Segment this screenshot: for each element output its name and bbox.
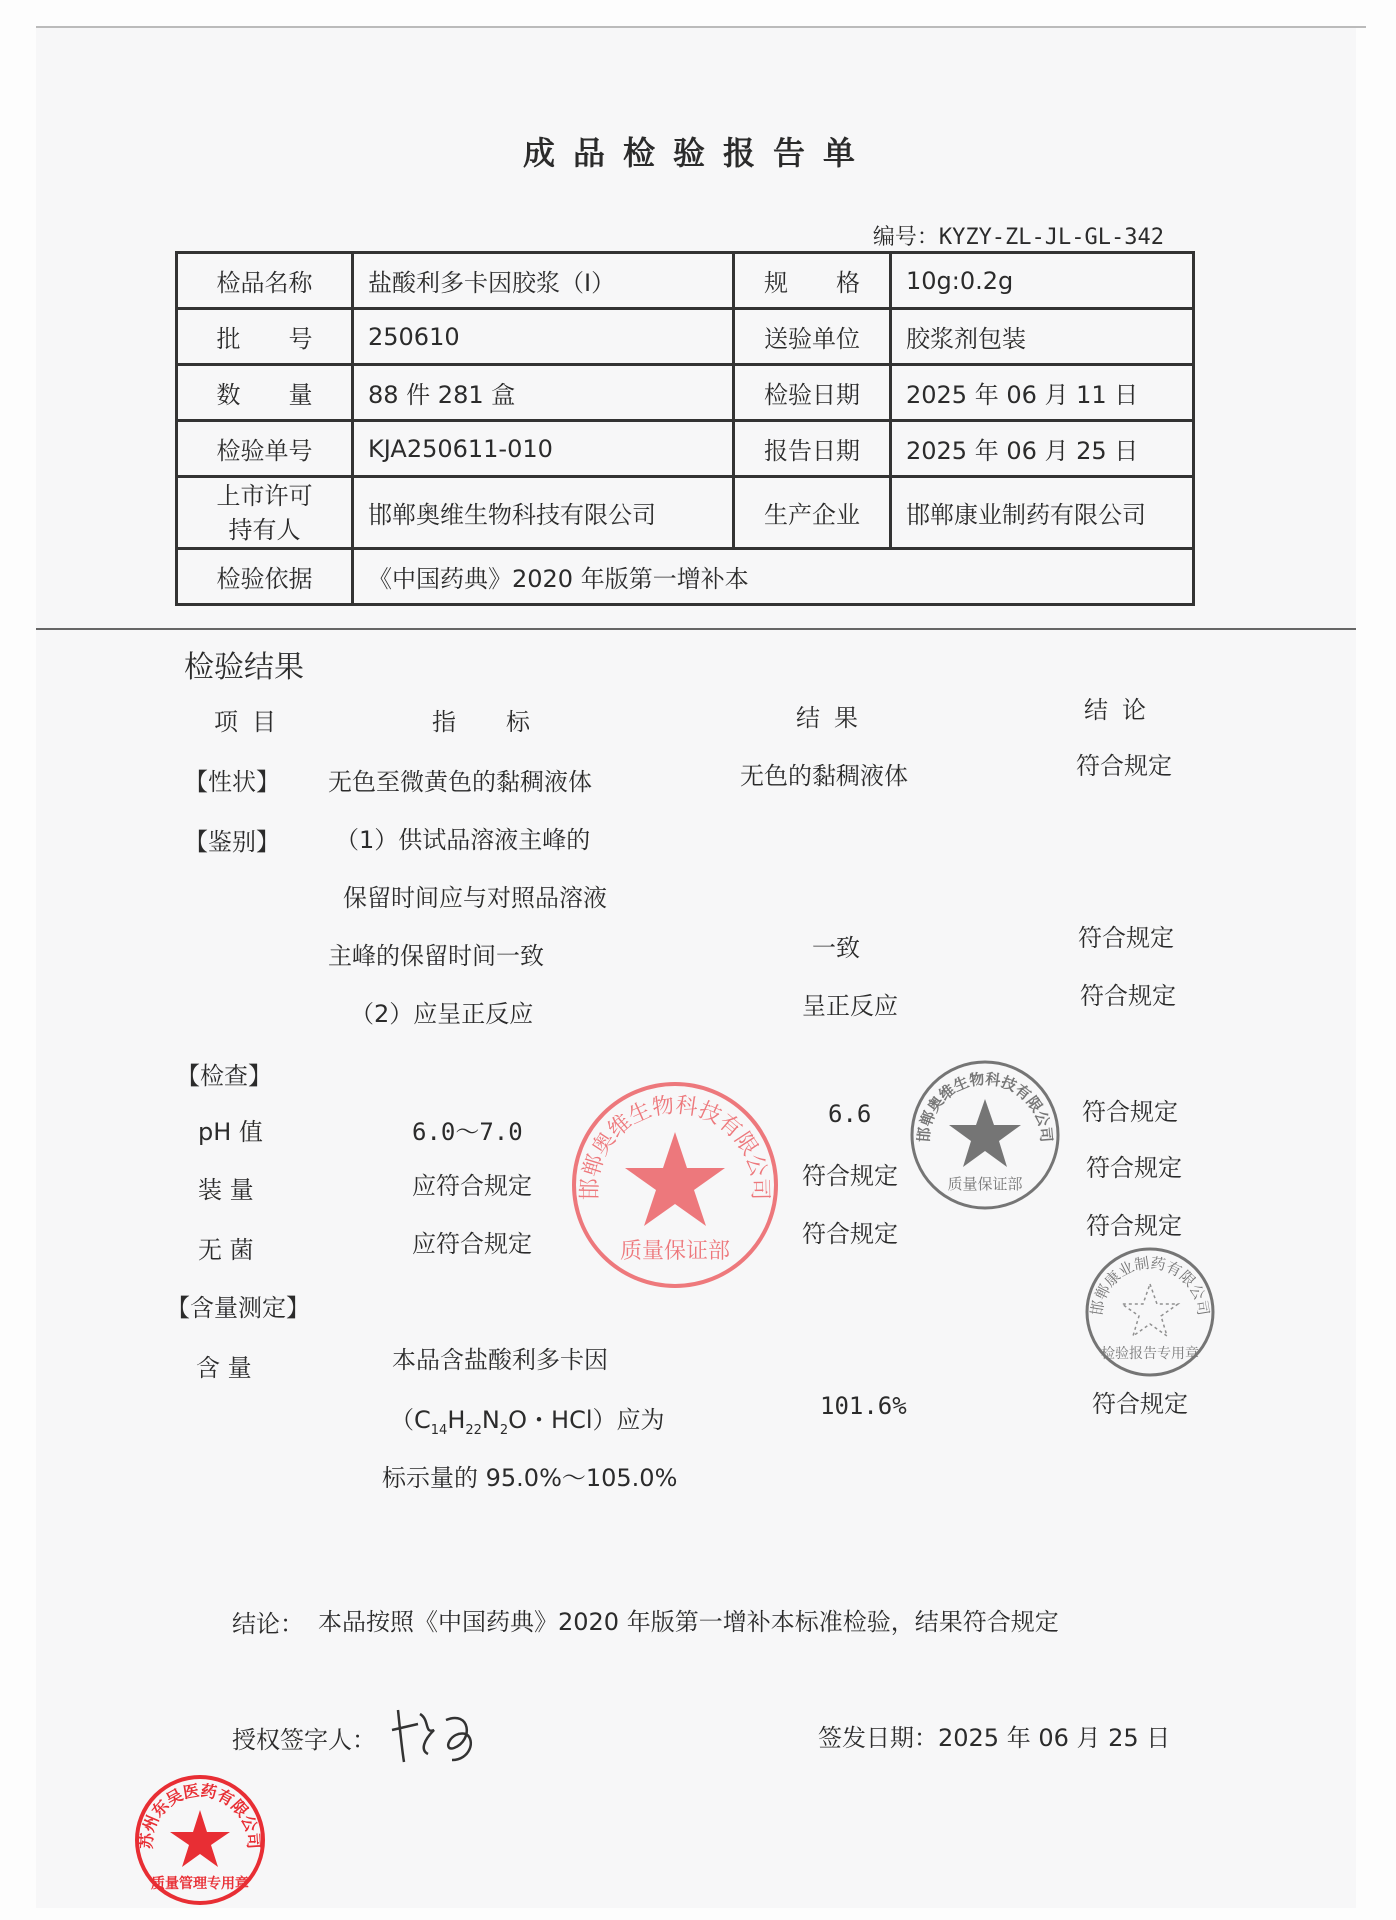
- table-row: [177, 421, 1194, 477]
- spec-label: 规 格: [734, 253, 891, 309]
- header-item: 项目: [214, 708, 290, 736]
- batch-value: 250610: [353, 309, 734, 365]
- fill-spec: 应符合规定: [412, 1172, 532, 1200]
- batch-label: 批 号: [177, 309, 353, 365]
- appearance-spec: 无色至微黄色的黏稠液体: [328, 768, 592, 796]
- identification-result1: 一致: [812, 934, 860, 962]
- holder-label: [177, 477, 353, 549]
- ph-conclusion: 符合规定: [1082, 1098, 1178, 1126]
- stamp-text: 质量管理专用章: [151, 1876, 249, 1892]
- stamp-text: 质量保证部: [947, 1175, 1023, 1193]
- table-row: [177, 549, 1194, 605]
- test-date-value: 2025 年 06 月 11 日: [891, 365, 1194, 421]
- formula-part: 2: [499, 1422, 509, 1438]
- handwritten-signature: [390, 1700, 480, 1770]
- holder-label-line1: 上市许可: [216, 481, 313, 510]
- assay-spec1: 本品含盐酸利多卡因: [392, 1346, 608, 1374]
- product-name: 盐酸利多卡因胶浆（I）: [353, 253, 734, 309]
- identification-conclusion2: 符合规定: [1080, 982, 1176, 1010]
- assay-spec3: 标示量的 95.0%～105.0%: [382, 1464, 678, 1492]
- table-row: [177, 309, 1194, 365]
- scan-line: [36, 628, 1356, 630]
- maker-value: 邯郸康业制药有限公司: [891, 477, 1194, 549]
- test-no-label: 检验单号: [177, 421, 353, 477]
- issue-date: 签发日期：2025 年 06 月 25 日: [818, 1724, 1171, 1752]
- identification-conclusion1: 符合规定: [1078, 924, 1174, 952]
- document-number: 编号：KYZY-ZL-JL-GL-342: [872, 225, 1164, 250]
- quality-assurance-stamp-red: [570, 1080, 780, 1290]
- identification-item: 【鉴别】: [184, 828, 280, 856]
- formula-part: （C: [390, 1406, 431, 1434]
- appearance-conclusion: 符合规定: [1076, 752, 1172, 780]
- header-result: 结果: [796, 704, 872, 732]
- quality-management-stamp-red: [134, 1774, 266, 1906]
- info-table: [175, 251, 1195, 606]
- ph-spec: 6.0～7.0: [412, 1118, 523, 1146]
- basis-value: 《中国药典》2020 年版第一增补本: [353, 549, 1194, 605]
- stamp-text: 质量保证部: [619, 1239, 731, 1264]
- fill-conclusion: 符合规定: [1086, 1154, 1182, 1182]
- stamp-text: 邯郸奥维生物科技有限公司: [577, 1092, 773, 1201]
- formula-part: H: [447, 1406, 466, 1434]
- product-name-label: 检品名称: [177, 253, 353, 309]
- stamp-text: 检验报告专用章: [1101, 1346, 1199, 1362]
- assay-item: 【含量测定】: [166, 1294, 310, 1322]
- inspection-report-stamp-gray: [1084, 1246, 1216, 1378]
- report-date-label: 报告日期: [734, 421, 891, 477]
- scan-edge: [36, 26, 1366, 28]
- basis-label: 检验依据: [177, 549, 353, 605]
- ph-item: pH 值: [198, 1118, 263, 1146]
- holder-value: 邯郸奥维生物科技有限公司: [353, 477, 734, 549]
- identification-spec1c: 主峰的保留时间一致: [328, 942, 544, 970]
- qty-value: 88 件 281 盒: [353, 365, 734, 421]
- assay-sub: 含 量: [196, 1354, 252, 1382]
- test-no-value: KJA250611-010: [353, 421, 734, 477]
- spec-value: 10g:0.2g: [891, 253, 1194, 309]
- test-date-label: 检验日期: [734, 365, 891, 421]
- header-conclusion: 结论: [1084, 696, 1160, 724]
- holder-label-line2: 持有人: [228, 515, 301, 544]
- quality-assurance-stamp-gray: [909, 1059, 1061, 1211]
- table-row: [177, 477, 1194, 549]
- table-row: [177, 365, 1194, 421]
- identification-spec1a: （1）供试品溶液主峰的: [335, 826, 591, 854]
- maker-label: 生产企业: [734, 477, 891, 549]
- conclusion-text: 本品按照《中国药典》2020 年版第一增补本标准检验，结果符合规定: [318, 1608, 1059, 1636]
- signature-label: 授权签字人：: [232, 1726, 376, 1754]
- ph-result: 6.6: [828, 1100, 872, 1128]
- results-heading: 检验结果: [184, 650, 304, 685]
- identification-result2: 呈正反应: [802, 992, 898, 1020]
- conclusion-label: 结论：: [232, 1610, 304, 1638]
- sender-value: 胶浆剂包装: [891, 309, 1194, 365]
- appearance-result: 无色的黏稠液体: [740, 762, 908, 790]
- stamp-text: 苏州东吴医药有限公司: [136, 1780, 264, 1850]
- formula-part: 22: [465, 1422, 482, 1438]
- qty-label: 数 量: [177, 365, 353, 421]
- page-title: 成品检验报告单: [522, 134, 873, 172]
- stamp-text: 邯郸奥维生物科技有限公司: [914, 1069, 1056, 1143]
- identification-spec1b: 保留时间应与对照品溶液: [343, 884, 607, 912]
- report-date-value: 2025 年 06 月 25 日: [891, 421, 1194, 477]
- header-spec: 指标: [432, 708, 580, 736]
- fill-result: 符合规定: [802, 1162, 898, 1190]
- table-row: [177, 253, 1194, 309]
- sterility-result: 符合规定: [802, 1220, 898, 1248]
- formula-part: N: [481, 1406, 500, 1434]
- assay-conclusion: 符合规定: [1092, 1390, 1188, 1418]
- assay-result: 101.6%: [820, 1392, 907, 1420]
- stamp-text: 邯郸康业制药有限公司: [1087, 1253, 1213, 1317]
- assay-spec2: [390, 1400, 665, 1438]
- sterility-item: 无 菌: [198, 1236, 254, 1264]
- appearance-item: 【性状】: [184, 768, 280, 796]
- inspection-item: 【检查】: [176, 1062, 272, 1090]
- formula-part: 14: [430, 1422, 448, 1438]
- formula-part: O・HCl）应为: [508, 1406, 665, 1434]
- fill-item: 装 量: [198, 1176, 254, 1204]
- identification-spec2: （2）应呈正反应: [350, 1000, 534, 1028]
- sterility-conclusion: 符合规定: [1086, 1212, 1182, 1240]
- sender-label: 送验单位: [734, 309, 891, 365]
- sterility-spec: 应符合规定: [412, 1230, 532, 1258]
